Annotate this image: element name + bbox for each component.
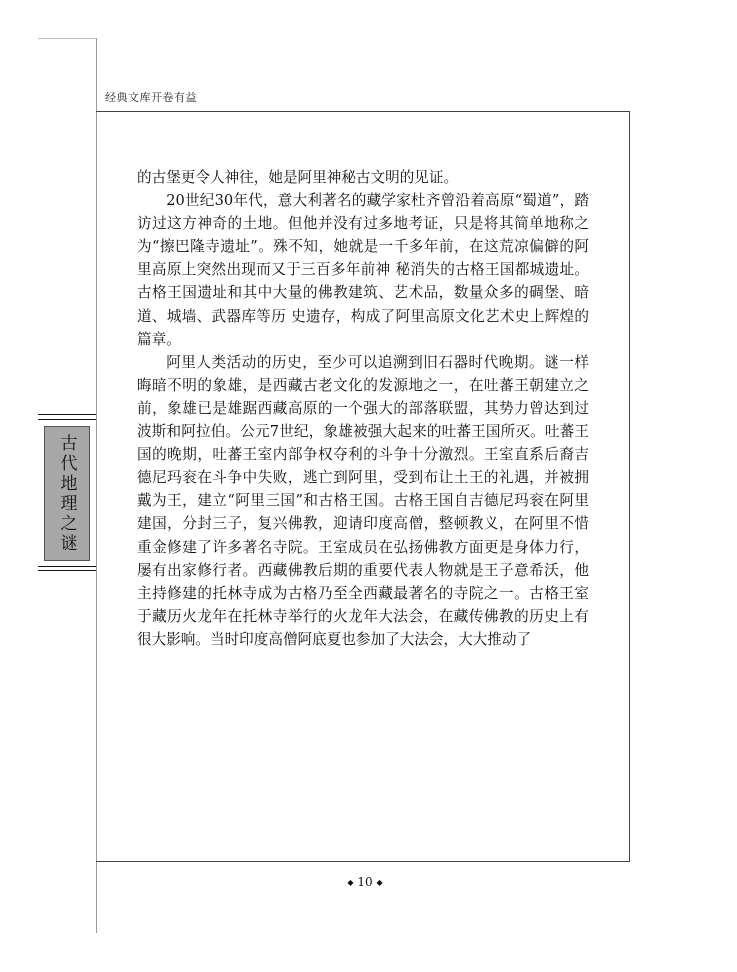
page-number [330, 875, 400, 889]
tab-rule-bottom-1 [38, 566, 96, 567]
tab-rule-top-2 [38, 419, 96, 420]
diamond-ornament-icon: ◆ [376, 878, 383, 887]
paragraph-2: 20世纪30年代，意大利著名的藏学家杜齐曾沿着高原“蜀道”，踏访过这方神奇的土地。但他并没有过多地考证，只是将其简单地称之为“擦巴隆寺遗址”。殊不知，她就是一千多年前，在这荒凉偏僻的阿里高原上突然出现而又于三百多年前神 秘消失的古格王国都城遗址。古格王国遗址和其中大量的佛教建筑、艺术品，数量众多的碉堡、暗道、城墙、武器库等历 史遗存，构成了阿里高原文化艺术史上辉煌的篇章。 [137, 192, 589, 348]
tab-rule-top-1 [38, 414, 96, 415]
chapter-side-tab-label: 古代地理之谜 [56, 433, 77, 554]
chapter-side-tab [44, 426, 90, 561]
top-rule [38, 38, 96, 39]
page-number-value: 10 [357, 875, 373, 889]
paragraph-3: 阿里人类活动的历史，至少可以追溯到旧石器时代晚期。谜一样晦暗不明的象雄，是西藏古老文化的发源地之一，在吐蕃王朝建立之前，象雄已是雄踞西藏高原的一个强大的部落联盟，其势力曾达到过波斯和阿拉伯。公元7世纪，象雄被强大起来的吐蕃王国所灭。吐蕃王国的晚期，吐蕃王室内部争权夺利的斗争十分激烈。王室直系后裔吉德尼玛衮在斗争中失败，逃亡到阿里，受到布让土王的礼遇，并被拥戴为王，建立“阿里三国”和古格王国。古格王国自吉德尼玛衮在阿里建国，分封三子，复兴佛教，迎请印度高僧，整顿教义，在阿里不惜重金修建了许多著名寺院。王室成员在弘扬佛教方面更是身体力行，屡有出家修行者。西藏佛教后期的重要代表人物就是王子意希沃，他主持修建的托林寺成为古格乃至全西藏最著名的寺院之一。古格王室于藏历火龙年在托林寺举行的火龙年大法会，在藏传佛教的历史上有很大影响。当时印度高僧阿底夏也参加了大法会，大大推动了 [137, 353, 589, 648]
tab-rule-bottom-2 [38, 570, 96, 571]
body-text [137, 166, 589, 651]
paragraph-1: 的古堡更令人神往，她是阿里神秘古文明的见证。 [137, 169, 459, 186]
diamond-ornament-icon: ◆ [347, 878, 354, 887]
running-header: 经典文库开卷有益 [105, 91, 197, 104]
